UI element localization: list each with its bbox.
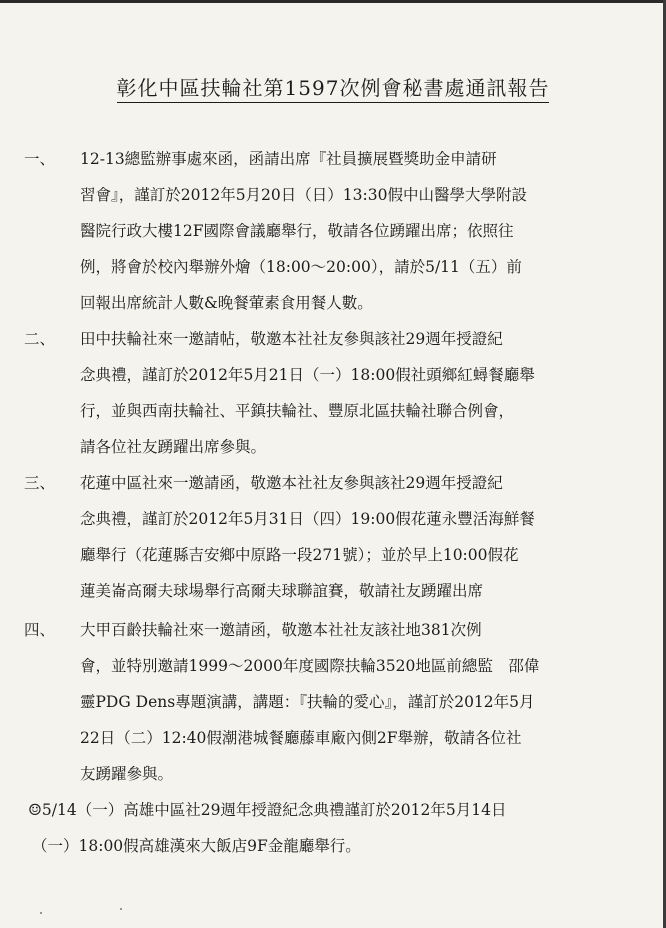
item-number: 四、 bbox=[24, 621, 56, 639]
report-item-1 bbox=[24, 141, 590, 321]
report-item-3 bbox=[24, 465, 590, 609]
item-line: 習會』，謹訂於2012年5月20日（日）13:30假中山醫學大學附設 bbox=[80, 186, 527, 204]
scan-speck bbox=[120, 908, 122, 910]
note-line: ☺5/14（一）高雄中區社29週年授證紀念典禮謹訂於2012年5月14日 bbox=[28, 801, 507, 819]
item-number: 一、 bbox=[24, 150, 56, 168]
document-title-text: 彰化中區扶輪社第1597次例會秘書處通訊報告 bbox=[117, 76, 550, 103]
item-line: 12-13總監辦事處來函，函請出席『社員擴展暨獎助金申請研 bbox=[80, 150, 497, 168]
report-item-2 bbox=[24, 321, 590, 465]
scan-speck bbox=[40, 912, 42, 914]
item-line: 靈PDG Dens專題演講，講題：『扶輪的愛心』，謹訂於2012年5月 bbox=[80, 693, 535, 711]
scan-top-edge bbox=[0, 0, 666, 3]
item-line: 大甲百齡扶輪社來一邀請函，敬邀本社社友該社地381次例 bbox=[80, 621, 482, 639]
note-line: （一）18:00假高雄漢來大飯店9F金龍廳舉行。 bbox=[32, 837, 361, 855]
item-line: 友踴躍參與。 bbox=[80, 765, 174, 783]
note-section bbox=[28, 792, 608, 864]
document-title bbox=[0, 72, 666, 101]
item-line: 念典禮，謹訂於2012年5月31日（四）19:00假花蓮永豐活海鮮餐 bbox=[80, 510, 535, 528]
item-line: 醫院行政大樓12F國際會議廳舉行，敬請各位踴躍出席；依照往 bbox=[80, 222, 514, 240]
item-line: 會，並特別邀請1999～2000年度國際扶輪3520地區前總監 邵偉 bbox=[80, 657, 540, 675]
item-line: 例，將會於校內舉辦外燴（18:00～20:00），請於5/11（五）前 bbox=[80, 258, 522, 276]
report-item-4 bbox=[24, 612, 590, 792]
item-line: 回報出席統計人數&晚餐葷素食用餐人數。 bbox=[80, 294, 373, 312]
item-line: 田中扶輪社來一邀請帖，敬邀本社社友參與該社29週年授證紀 bbox=[80, 330, 503, 348]
item-line: 蓮美崙高爾夫球場舉行高爾夫球聯誼賽，敬請社友踴躍出席 bbox=[80, 582, 484, 600]
item-line: 22日（二）12:40假潮港城餐廳藤車廠內側2F舉辦，敬請各位社 bbox=[80, 729, 522, 747]
item-line: 廳舉行（花蓮縣吉安鄉中原路一段271號）；並於早上10:00假花 bbox=[80, 546, 519, 564]
item-line: 花蓮中區社來一邀請函，敬邀本社社友參與該社29週年授證紀 bbox=[80, 474, 503, 492]
item-line: 行，並與西南扶輪社、平鎮扶輪社、豐原北區扶輪社聯合例會， bbox=[80, 402, 515, 420]
item-line: 請各位社友踴躍出席參與。 bbox=[80, 438, 267, 456]
item-number: 三、 bbox=[24, 474, 56, 492]
item-number: 二、 bbox=[24, 330, 56, 348]
item-line: 念典禮，謹訂於2012年5月21日（一）18:00假社頭鄉紅蟳餐廳舉 bbox=[80, 366, 535, 384]
